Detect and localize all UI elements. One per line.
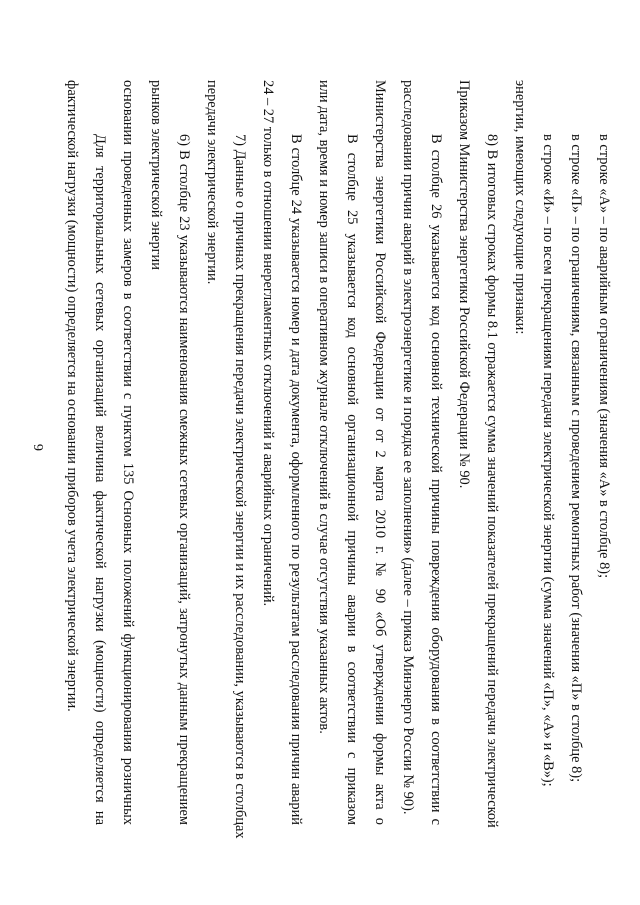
text-line: в строке «А» – по аварийным ограничениям (значения «А» в столбце 8); (596, 134, 612, 579)
text-line: В столбце 26 указывается код основной технической причины повреждения оборудования в соответствии с (428, 134, 444, 825)
text-line: В столбце 25 указывается код основной организационной причины аварии в соответствии с приказом (344, 134, 360, 825)
text-line: в строке «И» – по всем прекращениям передачи электрической энергии (сумма значений «П», «А» и «В»); (540, 134, 556, 787)
text-line: 7) Данные о причинах прекращения передачи электрической энергии и их расследовании, указываются в столбцах (232, 134, 248, 839)
text-line: Для территориальных сетевых организаций величина фактической нагрузки (мощности) определяется на (92, 134, 108, 825)
text-line: или дата, время и номер записи в оперативном журнале отключений в случае отсутствия указанных актов. (316, 80, 332, 734)
text-line: фактической нагрузки (мощности) определяется на основании приборов учета электрической энергии. (64, 80, 80, 712)
text-line: 8) В итоговых строках формы 8.1 отражается сумма значений показателей прекращений передачи электрической (484, 134, 500, 828)
text-line: передачи электрической энергии. (204, 80, 220, 285)
text-line: 6) В столбце 23 указываются наименования смежных сетевых организаций, затронутых данным прекращением (176, 134, 192, 825)
text-line: Министерства энергетики Российской Федерации от от 2 марта 2010 г. № 90 «Об утверждении формы акта о (372, 80, 388, 825)
text-line: расследовании причин аварий в электроэнергетике и порядка ее заполнения» (далее – приказ Минэнерго России № 90). (400, 80, 416, 815)
text-line: рынков электрической энергии (148, 80, 164, 270)
text-line: основании проведенных замеров в соответствии с пунктом 135 Основных положений функционирования розничных (120, 80, 136, 825)
text-line: энергии, имеющих следующие признаки: (512, 80, 528, 335)
page-number: 6 (32, 444, 47, 451)
text-line: в строке «П» – по ограничениям, связанным с проведением ремонтных работ (значения «П» в столбце 8); (568, 134, 584, 783)
text-line: 24 – 27 только в отношении внерегламентных отключений и аварийных ограничений. (260, 80, 276, 607)
text-line: В столбце 24 указывается номер и дата документа, оформленного по результатам расследования причин аварий (288, 134, 304, 825)
text-line: Приказом Министерства энергетики Российской Федерации № 90. (456, 80, 472, 489)
